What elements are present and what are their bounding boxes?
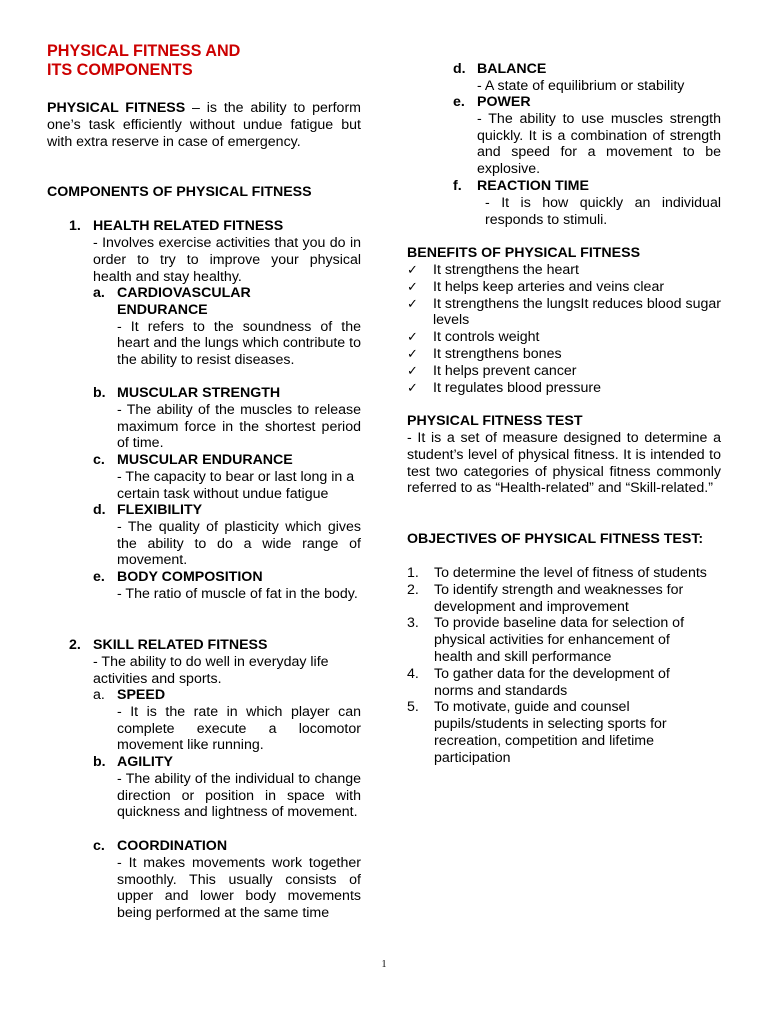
skill-item-d-label: BALANCE — [477, 61, 547, 77]
health-item-a-marker: a. — [93, 285, 105, 301]
health-item-b-desc: - The ability of the muscles to release maximum force in the shortest period of time. — [117, 401, 361, 452]
benefit-text: It controls weight — [433, 329, 540, 346]
intro-paragraph — [47, 100, 361, 150]
benefit-text: It regulates blood pressure — [433, 379, 601, 396]
check-icon: ✓ — [407, 329, 418, 345]
intro-term: PHYSICAL FITNESS — [47, 100, 186, 116]
list-item — [407, 262, 721, 279]
check-icon: ✓ — [407, 345, 418, 361]
page-title-line-1: PHYSICAL FITNESS AND — [47, 42, 241, 60]
list-item — [407, 296, 721, 330]
list-item — [407, 279, 721, 296]
benefit-text: It helps keep arteries and veins clear — [433, 278, 665, 295]
health-item-a-label: CARDIOVASCULAR ENDURANCE — [117, 285, 251, 318]
objective-marker: 3. — [407, 615, 419, 632]
page-title-line-2: ITS COMPONENTS — [47, 61, 193, 79]
skill-item-c-label: COORDINATION — [117, 838, 228, 854]
skill-marker: 2. — [69, 637, 81, 653]
skill-item-f-desc: - It is how quickly an individual responds to stimuli. — [485, 194, 721, 228]
health-desc: - Involves exercise activities that you do in order to try to improve your physical health and stay healthy. — [93, 235, 361, 285]
skill-desc: - The ability to do well in everyday life activities and sports. — [93, 654, 329, 687]
list-item — [407, 346, 721, 363]
skill-item-e — [453, 94, 721, 178]
skill-item-e-marker: e. — [453, 94, 465, 110]
list-item — [407, 380, 721, 397]
skill-item-a — [93, 687, 361, 754]
skill-item-a-desc: - It is the rate in which player can complete execute a locomotor movement like running. — [117, 703, 361, 754]
health-item-a-desc: - It refers to the soundness of the heart and the lungs which contribute to the ability to resist diseases. — [117, 318, 361, 369]
list-item — [407, 582, 707, 616]
components-heading: COMPONENTS OF PHYSICAL FITNESS — [47, 184, 312, 200]
objective-marker: 5. — [407, 699, 419, 716]
health-item-d-marker: d. — [93, 502, 106, 518]
skill-item-f — [453, 178, 721, 228]
skill-item-f-label: REACTION TIME — [477, 178, 589, 194]
skill-item-d-desc: - A state of equilibrium or stability — [477, 77, 685, 94]
benefit-text: It strengthens bones — [433, 345, 562, 362]
list-item — [407, 699, 707, 766]
check-icon: ✓ — [407, 379, 418, 395]
list-item — [407, 615, 707, 665]
page-number: 1 — [381, 959, 387, 970]
health-item-b-label: MUSCULAR STRENGTH — [117, 385, 281, 401]
benefits-list — [407, 262, 721, 396]
objective-marker: 2. — [407, 581, 419, 598]
list-item — [407, 329, 721, 346]
test-heading: PHYSICAL FITNESS TEST — [407, 413, 583, 429]
health-item-c-desc: - The capacity to bear or last long in a certain task without undue fatigue — [117, 468, 355, 502]
skill-item-e-desc: - The ability to use muscles strength quickly. It is a combination of strength and speed for a movement to be explosive. — [477, 110, 721, 178]
objective-text: To determine the level of fitness of students — [434, 565, 707, 581]
skill-item-a-marker: a. — [93, 687, 105, 703]
check-icon: ✓ — [407, 362, 418, 378]
skill-item-c-desc: - It makes movements work together smoothly. This usually consists of upper and lower body movements being performed at the same time — [117, 854, 361, 922]
benefits-heading: BENEFITS OF PHYSICAL FITNESS — [407, 245, 641, 261]
objective-text: To provide baseline data for selection of physical activities for enhancement of health and skill performance — [434, 615, 685, 665]
page-title — [47, 42, 240, 80]
skill-item-b-marker: b. — [93, 754, 106, 770]
check-icon: ✓ — [407, 278, 418, 294]
skill-item-c — [93, 838, 361, 922]
health-item-e-marker: e. — [93, 569, 105, 585]
health-item-e-desc: - The ratio of muscle of fat in the body. — [117, 585, 358, 602]
skill-item-b — [93, 754, 361, 821]
skill-item-d-marker: d. — [453, 61, 466, 77]
health-item-c — [93, 452, 361, 502]
benefit-text: It strengthens the heart — [433, 262, 579, 278]
objective-text: To motivate, guide and counsel pupils/students in selecting sports for recreation, competition and lifetime participation — [434, 699, 667, 766]
skill-item-c-marker: c. — [93, 838, 105, 854]
skill-item-b-label: AGILITY — [117, 754, 173, 770]
benefit-text: It helps prevent cancer — [433, 362, 577, 379]
health-item-e — [93, 569, 361, 603]
skill-item-b-desc: - The ability of the individual to change direction or position in space with quickness and lightness of movement. — [117, 770, 361, 821]
benefit-text: It strengthens the lungsIt reduces blood sugar levels — [433, 295, 721, 329]
health-item-d-desc: - The quality of plasticity which gives the ability to do a wide range of movement. — [117, 518, 361, 569]
objective-text: To gather data for the development of norms and standards — [434, 665, 670, 699]
skill-item-e-label: POWER — [477, 94, 531, 110]
objectives-list — [407, 565, 707, 767]
health-item-d-label: FLEXIBILITY — [117, 502, 203, 518]
objective-marker: 1. — [407, 565, 419, 581]
health-marker: 1. — [69, 218, 81, 234]
list-item — [407, 363, 721, 380]
list-item — [407, 666, 707, 700]
health-item-d — [93, 502, 361, 569]
health-item-c-marker: c. — [93, 452, 105, 468]
health-item-b-marker: b. — [93, 385, 106, 401]
health-item-b — [93, 385, 361, 452]
intro-text: – is the ability to perform one’s task efficiently without undue fatigue but with extra reserve in case of emergency. — [47, 100, 361, 150]
objective-marker: 4. — [407, 665, 419, 682]
objective-text: To identify strength and weaknesses for development and improvement — [434, 581, 684, 615]
skill-heading — [69, 637, 268, 654]
test-desc: - It is a set of measure designed to determine a student’s level of physical fitness. It is intended to test two categories of physical fitness commonly referred to as “Health-related” and “Skill-related.” — [407, 430, 721, 497]
skill-item-d — [453, 61, 721, 95]
health-item-a — [93, 285, 361, 369]
health-item-e-label: BODY COMPOSITION — [117, 569, 263, 585]
skill-item-f-marker: f. — [453, 178, 462, 194]
health-heading-text: HEALTH RELATED FITNESS — [93, 218, 284, 234]
list-item — [407, 565, 707, 582]
check-icon: ✓ — [407, 262, 418, 277]
skill-item-a-label: SPEED — [117, 687, 166, 703]
health-item-c-label: MUSCULAR ENDURANCE — [117, 452, 293, 468]
skill-heading-text: SKILL RELATED FITNESS — [93, 637, 268, 653]
check-icon: ✓ — [407, 295, 418, 311]
health-heading — [69, 218, 284, 235]
objectives-heading: OBJECTIVES OF PHYSICAL FITNESS TEST: — [407, 531, 704, 547]
